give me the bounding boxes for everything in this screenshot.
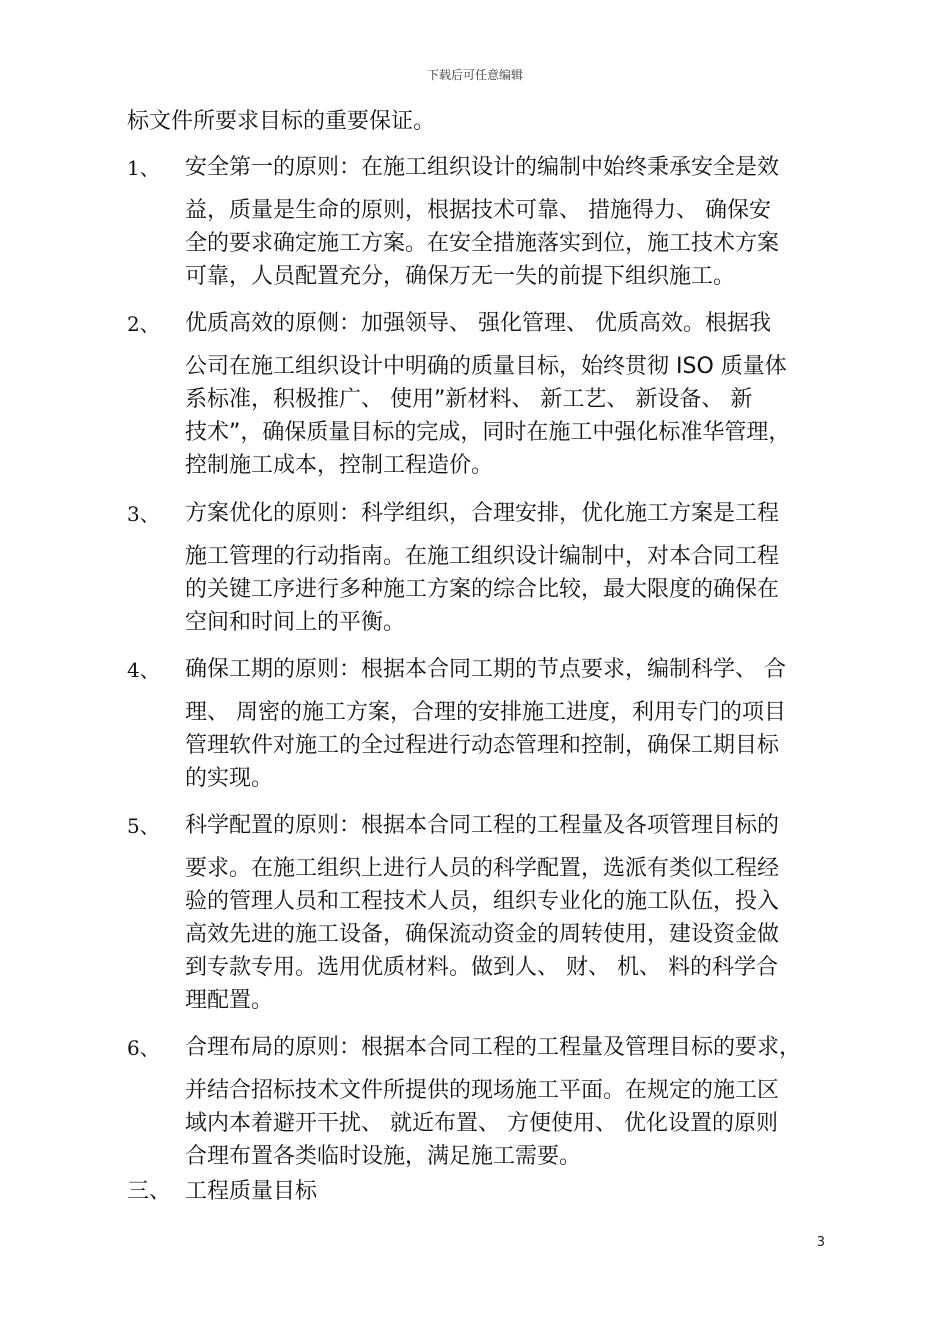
item-line: 空间和时间上的平衡。 (185, 610, 406, 635)
item-line: 理、 周密的施工方案，合理的安排施工进度，利用专门的项目 (185, 700, 786, 725)
item-line: 高效先进的施工设备，确保流动资金的周转使用，建设资金做 (185, 922, 780, 947)
item-line: 并结合招标技术文件所提供的现场施工平面。在规定的施工区 (185, 1078, 780, 1103)
item-line: 管理软件对施工的全过程进行动态管理和控制，确保工期目标 (185, 733, 780, 758)
intro-line: 标文件所要求目标的重要保证。 (127, 109, 436, 134)
item-number: 4、 (127, 658, 160, 682)
item-body (185, 540, 825, 639)
item-line: 合理布置各类临时设施，满足施工需要。 (185, 1144, 582, 1169)
item-first-line: 科学配置的原则：根据本合同工程的工程量及各项管理目标的 (185, 813, 780, 838)
item-number: 5、 (127, 814, 160, 838)
item-line: 验的管理人员和工程技术人员，组织专业化的施工队伍，投入 (185, 889, 780, 914)
item-line: 公司在施工组织设计中明确的质量目标，始终贯彻 ISO 质量体 (185, 354, 787, 379)
item-line: 域内本着避开干扰、 就近布置、 方便使用、 优化设置的原则 (185, 1111, 778, 1136)
item-line: 的关键工序进行多种施工方案的综合比较，最大限度的确保在 (185, 577, 780, 602)
item-body (185, 696, 825, 795)
item-first-line: 确保工期的原则：根据本合同工期的节点要求，编制科学、 合 (185, 657, 786, 682)
item-number: 3、 (127, 502, 160, 526)
item-body (185, 350, 825, 482)
item-line: 要求。在施工组织上进行人员的科学配置，选派有类似工程经 (185, 856, 780, 881)
item-number: 1、 (127, 156, 160, 180)
item-first-line: 安全第一的原则：在施工组织设计的编制中始终秉承安全是效 (185, 155, 780, 180)
item-body (185, 1074, 825, 1173)
section-number: 三、 (127, 1179, 172, 1204)
item-line: 技术”，确保质量目标的完成，同时在施工中强化标准华管理， (185, 420, 791, 445)
item-line: 全的要求确定施工方案。在安全措施落实到位，施工技术方案 (185, 231, 780, 256)
item-line: 理配置。 (185, 988, 274, 1013)
item-line: 控制施工成本，控制工程造价。 (185, 453, 494, 478)
item-line: 系标准，积极推广、 使用”新材料、 新工艺、 新设备、 新 (185, 387, 753, 412)
page-number: 3 (816, 1235, 825, 1250)
page-header: 下载后可任意编辑 (426, 68, 523, 82)
item-line: 施工管理的行动指南。在施工组织设计编制中，对本合同工程 (185, 544, 780, 569)
item-body (185, 194, 825, 293)
item-line: 的实现。 (185, 766, 274, 791)
section-title: 工程质量目标 (185, 1179, 318, 1204)
item-line: 到专款专用。选用优质材料。做到人、 财、 机、 料的科学合 (185, 955, 778, 980)
item-first-line: 合理布局的原则：根据本合同工程的工程量及管理目标的要求， (185, 1035, 802, 1060)
item-number: 6、 (127, 1036, 160, 1060)
item-first-line: 优质高效的原侧：加强领导、 强化管理、 优质高效。根据我 (185, 311, 771, 336)
item-first-line: 方案优化的原则：科学组织，合理安排，优化施工方案是工程 (185, 501, 780, 526)
item-number: 2、 (127, 312, 160, 336)
item-body (185, 852, 825, 1017)
item-line: 益，质量是生命的原则，根据技术可靠、 措施得力、 确保安 (185, 198, 771, 223)
item-line: 可靠，人员配置充分，确保万无一失的前提下组织施工。 (185, 264, 736, 289)
